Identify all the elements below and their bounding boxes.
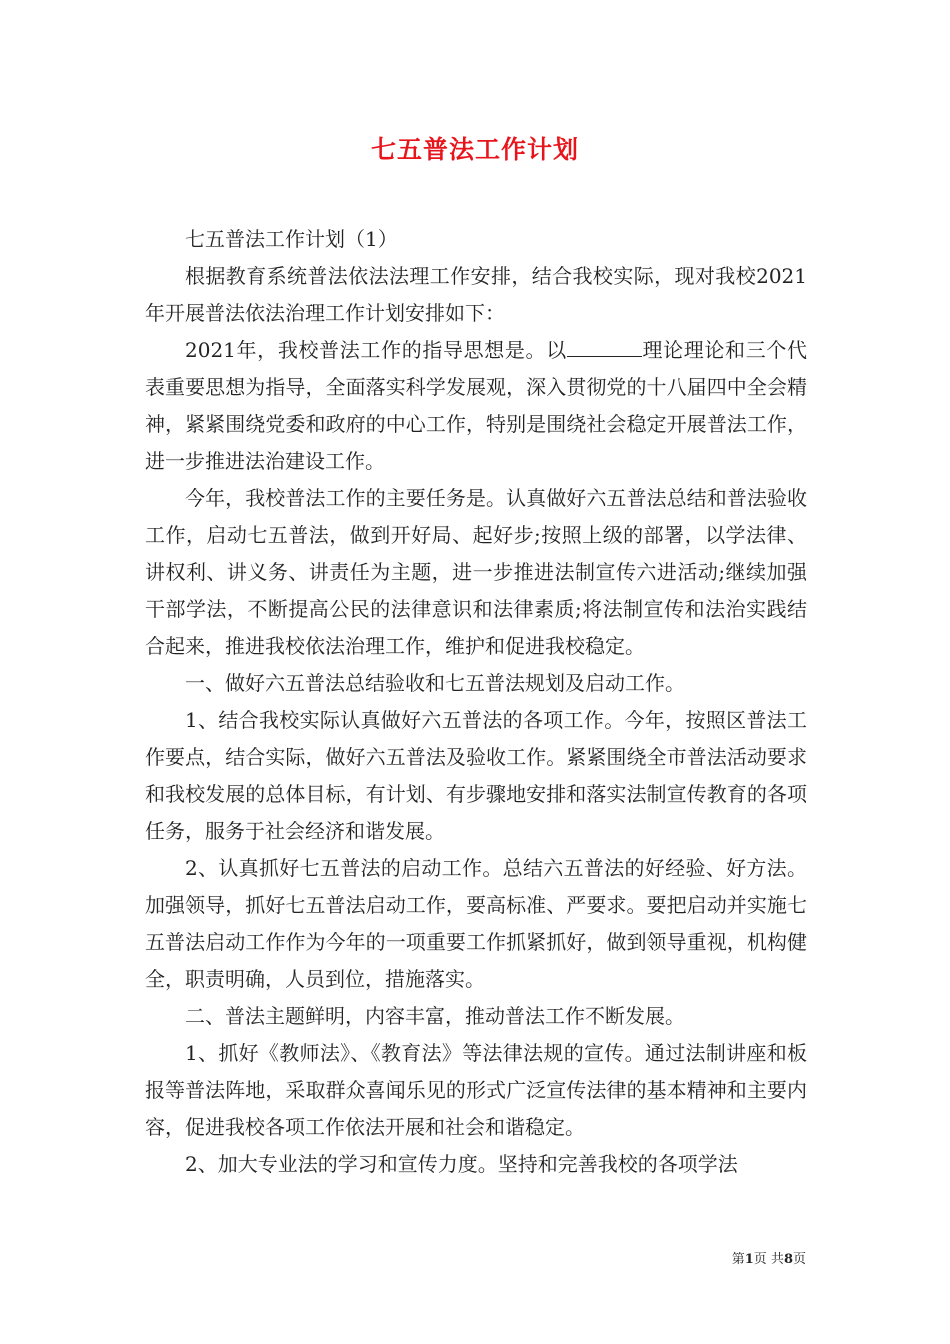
page-footer: [732, 1248, 806, 1267]
fill-in-blank: [567, 338, 642, 357]
paragraph-item-1-2: 2、认真抓好七五普法的启动工作。总结六五普法的好经验、好方法。加强领导，抓好七五普法启动工作，要高标准、严要求。要把启动并实施七五普法启动工作作为今年的一项重要工作抓紧抓好，做到领导重视，机构健全，职责明确，人员到位，措施落实。: [145, 856, 807, 991]
footer-prefix: 第: [731, 1252, 745, 1267]
paragraph-item-2-2: 2、加大专业法的学习和宣传力度。坚持和完善我校的各项学法: [185, 1152, 738, 1176]
footer-total-pages: 8: [783, 1252, 793, 1267]
footer-suffix: 页: [792, 1252, 806, 1267]
paragraph-main-tasks: 今年，我校普法工作的主要任务是。认真做好六五普法总结和普法验收工作，启动七五普法，做到开好局、起好步;按照上级的部署，以学法律、讲权利、讲义务、讲责任为主题，进一步推进法制宣传六进活动;继续加强干部学法，不断提高公民的法律意识和法律素质;将法制宣传和法治实践结合起来，推进我校依法治理工作，维护和促进我校稳定。: [145, 486, 807, 658]
paragraph-item-2-1: 1、抓好《教师法》、《教育法》等法律法规的宣传。通过法制讲座和板报等普法阵地，采取群众喜闻乐见的形式广泛宣传法律的基本精神和主要内容，促进我校各项工作依法开展和社会和谐稳定。: [145, 1041, 807, 1139]
paragraph-intro: 根据教育系统普法依法法理工作安排，结合我校实际，现对我校2021年开展普法依法治理工作计划安排如下：: [145, 264, 807, 325]
section-heading-2: 二、普法主题鲜明，内容丰富，推动普法工作不断发展。: [185, 1004, 685, 1028]
document-body: [145, 221, 807, 1183]
section-heading-1: 一、做好六五普法总结验收和七五普法规划及启动工作。: [185, 671, 685, 695]
paragraph-guiding-ideology: [145, 332, 807, 480]
paragraph-subtitle: 七五普法工作计划（1）: [185, 227, 398, 251]
footer-middle: 页 共: [753, 1252, 784, 1267]
paragraph-text-after-blank: 理论理论和三个代表重要思想为指导，全面落实科学发展观，深入贯彻党的十八届四中全会精神，紧紧围绕党委和政府的中心工作，特别是围绕社会稳定开展普法工作，进一步推进法治建设工作。: [145, 338, 807, 473]
footer-current-page: 1: [744, 1252, 754, 1267]
document-title: 七五普法工作计划: [370, 135, 579, 164]
paragraph-text-before-blank: 2021年，我校普法工作的指导思想是。以: [185, 338, 567, 362]
paragraph-item-1-1: 1、结合我校实际认真做好六五普法的各项工作。今年，按照区普法工作要点，结合实际，做好六五普法及验收工作。紧紧围绕全市普法活动要求和我校发展的总体目标，有计划、有步骤地安排和落实法制宣传教育的各项任务，服务于社会经济和谐发展。: [145, 708, 807, 843]
